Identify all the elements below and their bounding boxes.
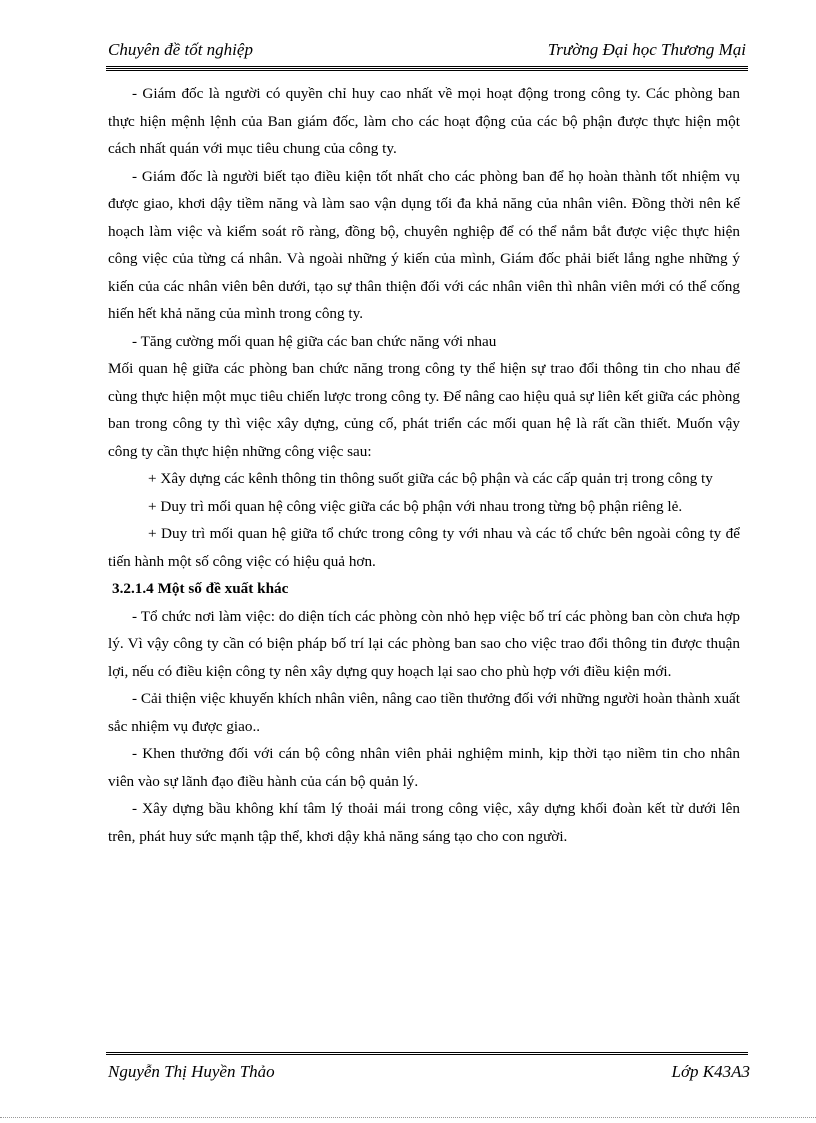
- footer-class: Lớp K43A3: [671, 1062, 750, 1081]
- paragraph-workplace-organization: - Tổ chức nơi làm việc: do diện tích các phòng còn nhỏ hẹp việc bố trí các phòng ban còn chưa hợp lý. Vì vậy công ty cần có biện pháp bố trí lại các phòng ban sao cho việc trao đổi thông tin được thuận lợi, nếu có điều kiện công ty nên xây dựng quy hoạch lại sao cho phù hợp với điều kiện mới.: [108, 607, 740, 680]
- paragraph-strengthen-relations: - Tăng cường mối quan hệ giữa các ban chức năng với nhau: [132, 332, 497, 350]
- page-body: [108, 80, 740, 850]
- paragraph-work-atmosphere: - Xây dựng bầu không khí tâm lý thoải mái trong công việc, xây dựng khối đoàn kết từ dưới lên trên, phát huy sức mạnh tập thể, khơi dậy khả năng sáng tạo cho con người.: [108, 800, 740, 845]
- header-document-type: Chuyên đề tốt nghiệp: [108, 40, 253, 59]
- page-edge-line: [0, 1117, 816, 1118]
- footer-author: Nguyễn Thị Huyền Thảo: [108, 1062, 275, 1081]
- paragraph-department-relations: Mối quan hệ giữa các phòng ban chức năng trong công ty thể hiện sự trao đổi thông tin cho nhau để cùng thực hiện một mục tiêu chiến lược trong công ty. Để nâng cao hiệu quả sự liên kết giữa các phòng ban trong công ty thì việc xây dựng, củng cố, phát triển các mối quan hệ là rất cần thiết. Muốn vậy công ty cần thực hiện những công việc sau:: [108, 360, 740, 460]
- page-header: [108, 40, 746, 64]
- bullet-maintain-work-relations: + Duy trì mối quan hệ công việc giữa các bộ phận với nhau trong từng bộ phận riêng lẻ.: [148, 497, 683, 515]
- footer-rule: [106, 1052, 748, 1058]
- header-university: Trường Đại học Thương Mại: [547, 40, 746, 59]
- paragraph-director-authority: - Giám đốc là người có quyền chỉ huy cao nhất về mọi hoạt động trong công ty. Các phòng ban thực hiện mệnh lệnh của Ban giám đốc, làm cho các hoạt động của các bộ phận được thực hiện một cách nhất quán với mục tiêu chung của công ty.: [108, 85, 740, 157]
- bullet-info-channels: + Xây dựng các kênh thông tin thông suốt giữa các bộ phận và các cấp quản trị trong công ty: [148, 470, 713, 487]
- paragraph-rewards: - Khen thưởng đối với cán bộ công nhân viên phải nghiệm minh, kịp thời tạo niềm tin cho nhân viên vào sự lãnh đạo điều hành của cán bộ quản lý.: [108, 745, 740, 790]
- header-rule: [106, 66, 748, 71]
- paragraph-employee-incentives: - Cải thiện việc khuyến khích nhân viên, nâng cao tiền thưởng đối với những người hoàn thành xuất sắc nhiệm vụ được giao..: [108, 690, 740, 735]
- bullet-maintain-org-relations: + Duy trì mối quan hệ giữa tổ chức trong công ty với nhau và các tổ chức bên ngoài công ty để tiến hành một số công việc có hiệu quả hơn.: [108, 525, 740, 570]
- section-heading: 3.2.1.4 Một số đề xuất khác: [112, 580, 289, 597]
- paragraph-director-conditions: - Giám đốc là người biết tạo điều kiện tốt nhất cho các phòng ban để họ hoàn thành tốt nhiệm vụ được giao, khơi dậy tiềm năng và làm sao vận dụng tối đa khả năng của nhân viên. Đồng thời nên kế hoạch làm việc và kiểm soát rõ ràng, đồng bộ, chuyên nghiệp để có thể nắm bắt được việc thực hiện công việc của từng cá nhân. Và ngoài những ý kiến của mình, Giám đốc phải biết lắng nghe những ý kiến của các nhân viên bên dưới, tạo sự thân thiện đối với các nhân viên thì nhân viên mới có thể cống hiến hết khả năng của mình trong công ty.: [108, 167, 740, 322]
